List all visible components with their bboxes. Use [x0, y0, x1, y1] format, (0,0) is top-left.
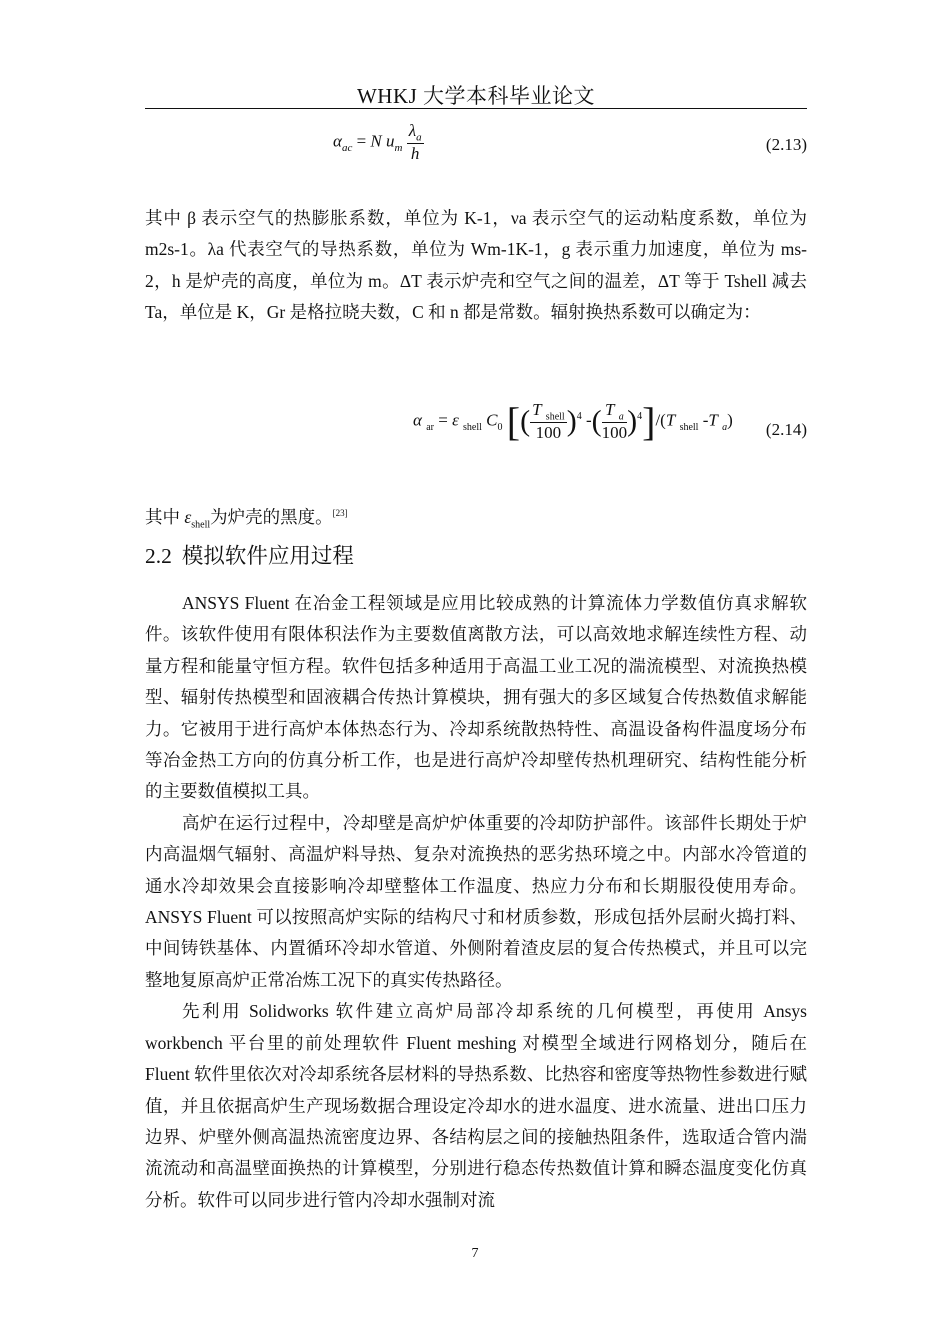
section-body	[145, 588, 807, 1216]
equation-number-2-13: (2.13)	[765, 135, 807, 154]
equation-number-2-14: (2.14)	[765, 420, 807, 439]
emissivity-symbol: ε	[184, 506, 192, 527]
emissivity-subscript: shell	[191, 519, 211, 531]
paragraph-fluent-intro: ANSYS Fluent 在冶金工程领域是应用比较成熟的计算流体力学数值仿真求解软件。该软件使用有限体积法作为主要数值离散方法，可以高效地求解连续性方程、动量方程和能量守恒方程。软件包括多种适用于高温工业工况的湍流模型、对流换热模型、辐射传热模型和固液耦合传热计算模块，拥有强大的多区域复合传热数值求解能力。它被用于进行高炉本体热态行为、冷却系统散热特性、高温设备构件温度场分布等冶金热工方向的仿真分析工作，也是进行高炉冷却壁传热机理研究、结构性能分析的主要数值模拟工具。	[145, 593, 807, 802]
citation-23[interactable]: [23]	[332, 508, 348, 518]
section-heading	[145, 539, 354, 570]
symbol-definitions-text: 其中 β 表示空气的热膨胀系数，单位为 K-1，νa 表示空气的运动粘度系数，单位为 m2s-1。λa 代表空气的导热系数，单位为 Wm-1K-1，g 表示重力加速度，单位为 ms-2，h 是炉壳的高度，单位为 m。ΔT 表示炉壳和空气之间的温差，ΔT 等于 Tshell 减去 Ta，单位是 K，Gr 是格拉晓夫数，C 和 n 都是常数。辐射换热系数可以确定为：	[145, 208, 807, 323]
emissivity-prefix: 其中	[145, 506, 180, 527]
header-rule	[145, 108, 807, 109]
paragraph-symbols	[145, 203, 807, 329]
equation-2-13: $\alpha_{ac} = N$ $u_m$ $\frac{\lambda_a}{h}$	[333, 121, 422, 164]
emissivity-suffix: 为炉壳的黑度。	[210, 506, 333, 527]
paragraph-cooling-stave: 高炉在运行过程中，冷却壁是高炉炉体重要的冷却防护部件。该部件长期处于炉内高温烟气辐射、高温炉料导热、复杂对流换热的恶劣热环境之中。内部水冷管道的通水冷却效果会直接影响冷却壁整体工作温度、热应力分布和长期服役使用寿命。ANSYS Fluent 可以按照高炉实际的结构尺寸和材质参数，形成包括外层耐火捣打料、中间铸铁基体、内置循环冷却水管道、外侧附着渣皮层的复合传热模式，并且可以完整地复原高炉正常冶炼工况下的真实传热路径。	[145, 812, 807, 990]
page-header: WHKJ 大学本科毕业论文	[356, 84, 596, 108]
section-number: 2.2	[145, 544, 172, 568]
section-title: 模拟软件应用过程	[181, 544, 354, 569]
page-number: 7	[471, 1246, 479, 1261]
paragraph-emissivity	[145, 498, 807, 541]
equation-2-14: α $_{ar}$ = ε $_{shell}$ $C_0$ [( $\frac{T _{shell}}{100}$ )$^4$ -( $\frac{T _a}{100}$ )$^4$]/(T $_{shell}$ -T $_a$)	[413, 399, 733, 444]
paragraph-workflow: 先利用 Solidworks 软件建立高炉局部冷却系统的几何模型，再使用 Ansys workbench 平台里的前处理软件 Fluent meshing 对模型全域进行网格划分，随后在 Fluent 软件里依次对冷却系统各层材料的导热系数、比热容和密度等热物性参数进行赋值，并且依据高炉生产现场数据合理设定冷却水的进水温度、进水流量、进出口压力边界、炉壁外侧高温热流密度边界、各结构层之间的接触热阻条件，选取适合管内湍流流动和高温壁面换热的计算模型，分别进行稳态传热数值计算和瞬态温度变化仿真分析。软件可以同步进行管内冷却水强制对流	[145, 1001, 807, 1210]
